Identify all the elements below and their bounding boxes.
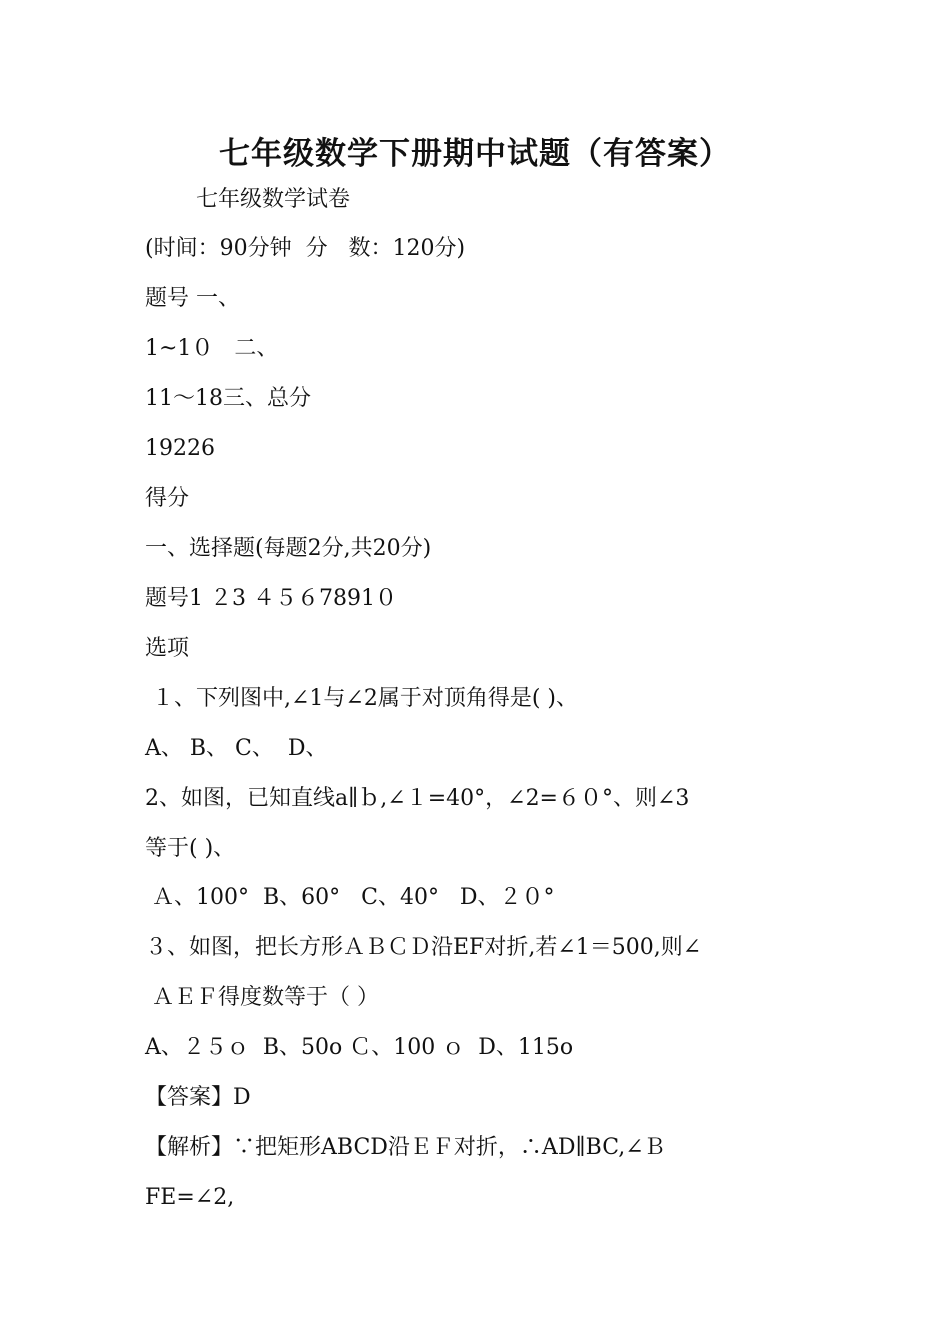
question-1-options: A、 B、 C、 D、 <box>145 736 328 761</box>
answer-table-header: 题号1 ２3 ４５６7891０ <box>145 586 397 611</box>
question-2-continued: 等于( )、 <box>145 836 236 861</box>
score-label: 得分 <box>145 486 190 511</box>
question-2: 2、如图，已知直线a∥ｂ,∠１=40°，∠2=６０°、则∠3 <box>145 786 690 811</box>
question-1: １、下列图中,∠1与∠2属于对顶角得是( )、 <box>145 686 579 711</box>
question-3-continued: ＡＥＦ得度数等于（ ） <box>145 985 379 1010</box>
score-table-row: 11～18三、总分 <box>145 386 311 411</box>
document-title: 七年级数学下册期中试题（有答案） <box>219 136 731 172</box>
question-2-options: Ａ、100° B、60° C、40° D、２０° <box>145 885 555 910</box>
question-3-options: A、２５ｏ B、50o Ｃ、100 ｏ D、115o <box>145 1035 574 1060</box>
explanation-continued: FE=∠2, <box>145 1185 235 1210</box>
score-table-row: 1~1０ 二、 <box>145 336 279 361</box>
exam-time-score: (时间：90分钟 分 数：120分) <box>145 236 466 261</box>
section-heading: 一、选择题(每题2分,共20分) <box>145 536 432 561</box>
answer-line: 【答案】D <box>145 1085 251 1110</box>
explanation-line: 【解析】∵把矩形ABCD沿ＥＦ对折，∴AD∥BC,∠Ｂ <box>145 1135 666 1160</box>
score-table-header: 题号 一、 <box>145 286 240 311</box>
exam-subtitle: 七年级数学试卷 <box>196 187 351 212</box>
answer-table-label: 选项 <box>145 636 190 661</box>
question-3: ３、如图，把长方形ＡＢＣＤ沿EF对折,若∠1＝500,则∠ <box>145 935 702 960</box>
score-table-row: 19226 <box>145 436 215 461</box>
